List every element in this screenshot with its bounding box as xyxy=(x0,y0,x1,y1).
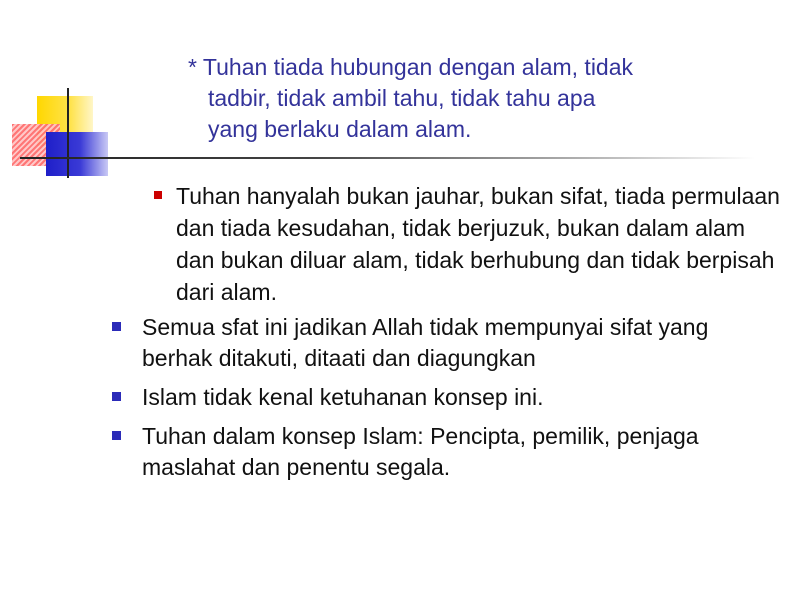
list-item xyxy=(110,382,770,413)
list-item xyxy=(110,312,770,374)
list-item xyxy=(110,421,770,483)
title-line-2: tadbir, tidak ambil tahu, tidak tahu apa xyxy=(208,85,596,111)
sub-bullet-item xyxy=(152,180,782,308)
title-line-3: yang berlaku dalam alam. xyxy=(208,116,472,142)
bullet-list xyxy=(110,312,770,491)
bullet-text: Semua sfat ini jadikan Allah tidak mempunyai sifat yang berhak ditakuti, ditaati dan diagungkan xyxy=(142,314,709,371)
bullet-text: Islam tidak kenal ketuhanan konsep ini. xyxy=(142,384,544,410)
horizontal-divider-line xyxy=(20,157,755,159)
blue-square-decoration xyxy=(46,132,108,176)
blue-square-bullet-icon xyxy=(112,322,121,331)
red-square-bullet-icon xyxy=(154,191,162,199)
blue-square-bullet-icon xyxy=(112,392,121,401)
slide-title xyxy=(188,52,748,145)
sub-bullet-text: Tuhan hanyalah bukan jauhar, bukan sifat, tiada permulaan dan tiada kesudahan, tidak berjuzuk, bukan dalam alam dan bukan diluar alam, tidak berhubung dan tidak berpisah dari alam. xyxy=(176,183,780,305)
bullet-text: Tuhan dalam konsep Islam: Pencipta, pemilik, penjaga maslahat dan penentu segala. xyxy=(142,423,699,480)
blue-square-bullet-icon xyxy=(112,431,121,440)
title-line-1: * Tuhan tiada hubungan dengan alam, tidak xyxy=(188,54,634,80)
vertical-divider-line xyxy=(67,88,69,178)
